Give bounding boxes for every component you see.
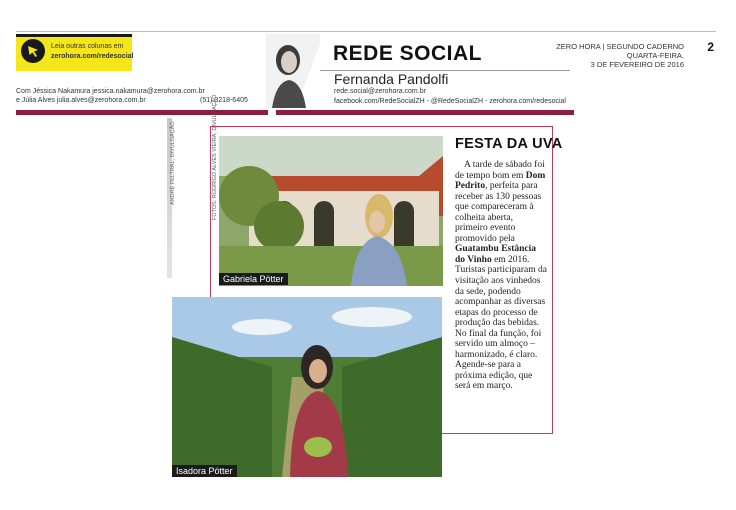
body-part-2: , perfeita para receber as 130 pessoas que compareceram à colheita aberta, primeiro evento promovido pela [455,181,542,244]
page-number: 2 [707,40,714,54]
phone-number: (51) 3218-6405 [200,97,248,104]
photo-caption: Gabriela Pötter [219,273,288,285]
author-name: Fernanda Pandolfi [334,71,449,87]
article-headline: FESTA DA UVA [455,136,563,152]
photo-gabriela [219,136,443,286]
arrow-pointer-icon [21,39,45,63]
body-place-name: Dom Pedrito [455,170,546,192]
side-credit: ANDRÉ FELTRAL, DIVULGAÇÃO [170,121,176,205]
accent-bar [16,110,268,115]
photo-caption: Isadora Pötter [172,465,237,477]
columnist-portrait [266,34,320,108]
team-contact-2: e Júlia Alves julia.alves@zerohora.com.br [16,97,146,104]
contact-social[interactable]: facebook.com/RedeSocialZH - @RedeSocialZH - zerohora.com/redesocial [334,98,566,105]
section-label: ZERO HORA | SEGUNDO CADERNO [556,42,684,51]
body-winery-name: Guatambu Estância do Vinho [455,244,537,265]
promo-text: Leia outras colunas em [51,43,124,50]
column-title: REDE SOCIAL [333,42,483,65]
photo-isadora [172,297,442,477]
contact-email[interactable]: rede.social@zerohora.com.br [334,88,426,95]
date-label: 3 DE FEVEREIRO DE 2016 [590,60,684,69]
body-part-3: em 2016. Turistas participaram da visitação aos vinhedos da sede, podendo acompanhar as diversas etapas do processo de produção das bebidas. No final da função, foi servido um almoço – harmonizado, é claro. Agende-se para a próxima edição, que será em março. [455,254,547,392]
body-part-1: A tarde de sábado foi de tempo bom em [455,160,545,181]
weekday-label: QUARTA-FEIRA, [626,51,684,60]
promo-link[interactable]: zerohora.com/redesocial [51,53,134,60]
photo-credit: FOTOS: RODRIGO ALVES VIEIRA, DIVULGAÇÃO [212,94,218,220]
article-body [455,160,547,392]
accent-bar [276,110,574,115]
top-rule [16,31,716,32]
team-contact-1: Com Jéssica Nakamura jessica.nakamura@zerohora.com.br [16,88,205,95]
